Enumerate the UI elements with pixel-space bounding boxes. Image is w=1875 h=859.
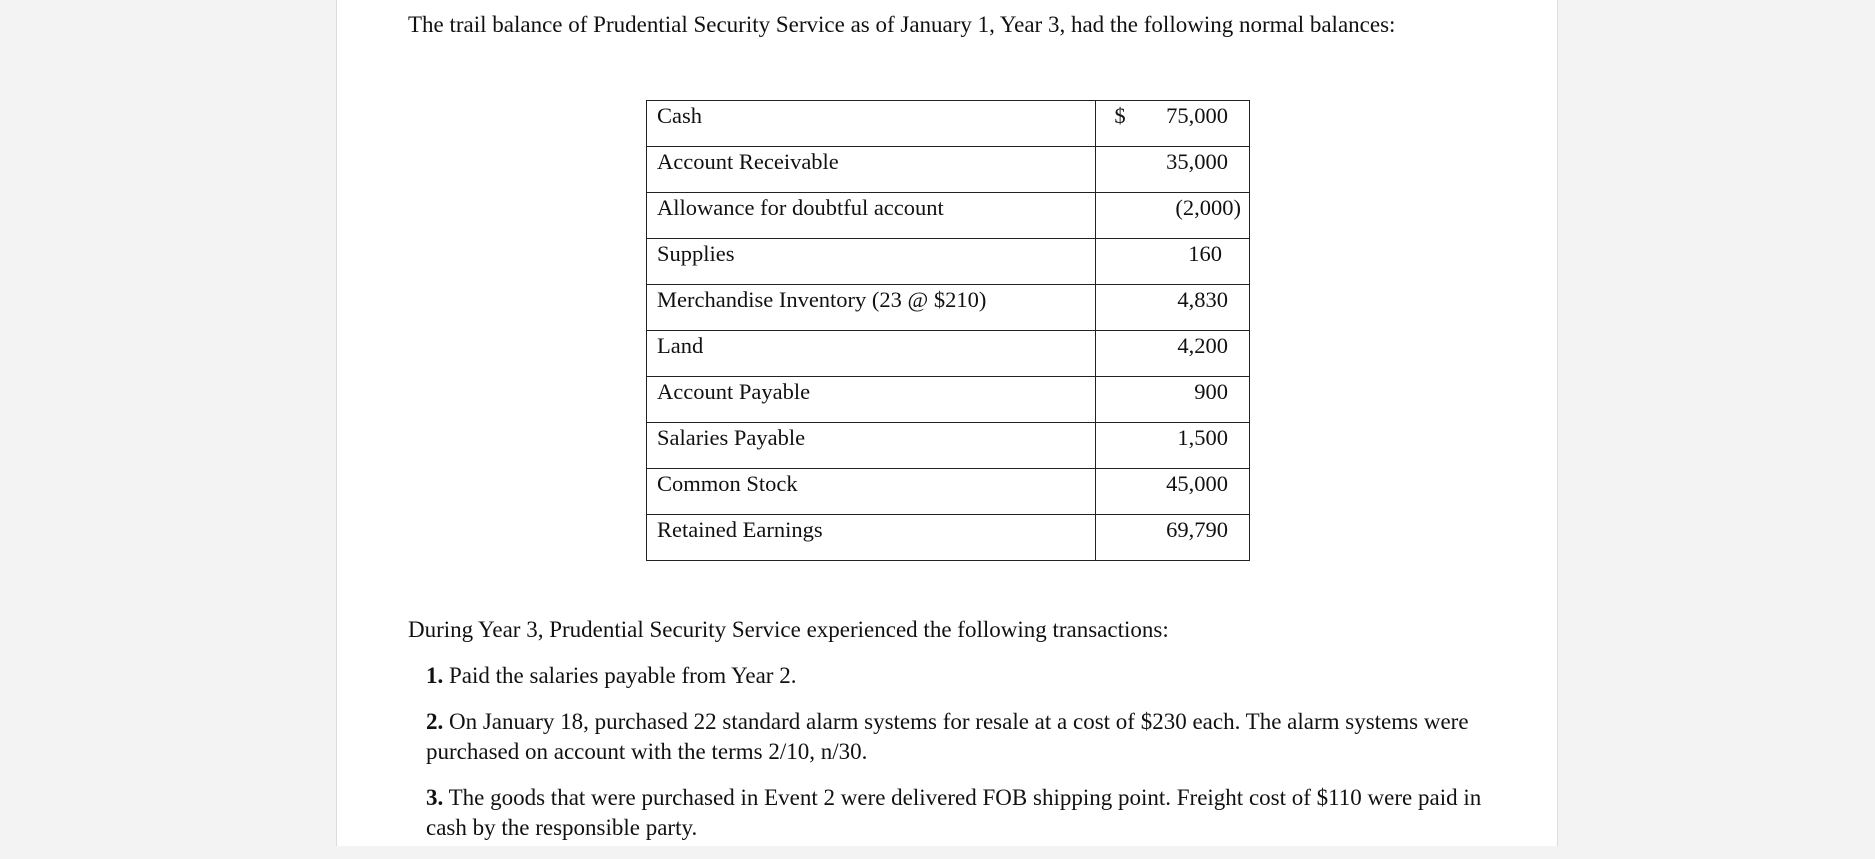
item-text: The goods that were purchased in Event 2 were delivered FOB shipping point. Freight cost of $110 were paid in cash by the responsible party. (426, 785, 1482, 840)
account-label: Salaries Payable (647, 423, 1096, 469)
list-item (426, 707, 1496, 767)
account-label: Merchandise Inventory (23 @ $210) (647, 285, 1096, 331)
item-number: 3. (426, 785, 444, 810)
account-amount: 45,000 (1166, 471, 1228, 496)
amount-cell (1096, 331, 1250, 377)
account-amount: 900 (1194, 379, 1228, 404)
transactions-list (426, 661, 1496, 859)
amount-cell (1096, 147, 1250, 193)
table-row (647, 469, 1250, 515)
list-item (426, 661, 1496, 691)
account-amount: 69,790 (1166, 517, 1228, 542)
account-label: Allowance for doubtful account (647, 193, 1096, 239)
amount-cell (1096, 101, 1250, 147)
account-amount: (2,000) (1175, 195, 1241, 220)
account-amount: 35,000 (1166, 149, 1228, 174)
table-row (647, 377, 1250, 423)
account-label: Supplies (647, 239, 1096, 285)
item-number: 1. (426, 663, 444, 688)
account-label: Cash (647, 101, 1096, 147)
list-item (426, 783, 1496, 843)
item-text: On January 18, purchased 22 standard alarm systems for resale at a cost of $230 each. The alarm systems were purchased on account with the terms 2/10, n/30. (426, 709, 1469, 764)
account-label: Land (647, 331, 1096, 377)
account-amount: 4,830 (1177, 287, 1228, 312)
trial-balance-table (646, 100, 1250, 561)
account-amount: 75,000 (1166, 103, 1228, 128)
amount-cell (1096, 377, 1250, 423)
amount-cell (1096, 193, 1250, 239)
account-amount: 1,500 (1177, 425, 1228, 450)
account-label: Account Receivable (647, 147, 1096, 193)
item-number: 2. (426, 709, 444, 734)
item-text: Paid the salaries payable from Year 2. (449, 663, 797, 688)
amount-cell (1096, 285, 1250, 331)
table-row (647, 239, 1250, 285)
table-row (647, 193, 1250, 239)
intro-paragraph: The trail balance of Prudential Security Service as of January 1, Year 3, had the following normal balances: (408, 12, 1396, 37)
amount-cell (1096, 239, 1250, 285)
document-page (336, 0, 1558, 846)
table-row (647, 285, 1250, 331)
currency-symbol: $ (1114, 103, 1126, 128)
amount-cell (1096, 469, 1250, 515)
account-amount: 4,200 (1177, 333, 1228, 358)
transactions-intro: During Year 3, Prudential Security Service experienced the following transactions: (408, 617, 1169, 642)
amount-cell (1096, 515, 1250, 561)
account-amount: 160 (1188, 241, 1222, 266)
account-label: Retained Earnings (647, 515, 1096, 561)
table-row (647, 101, 1250, 147)
account-label: Common Stock (647, 469, 1096, 515)
account-label: Account Payable (647, 377, 1096, 423)
table-row (647, 515, 1250, 561)
table-row (647, 331, 1250, 377)
table-row (647, 147, 1250, 193)
amount-cell (1096, 423, 1250, 469)
table-row (647, 423, 1250, 469)
